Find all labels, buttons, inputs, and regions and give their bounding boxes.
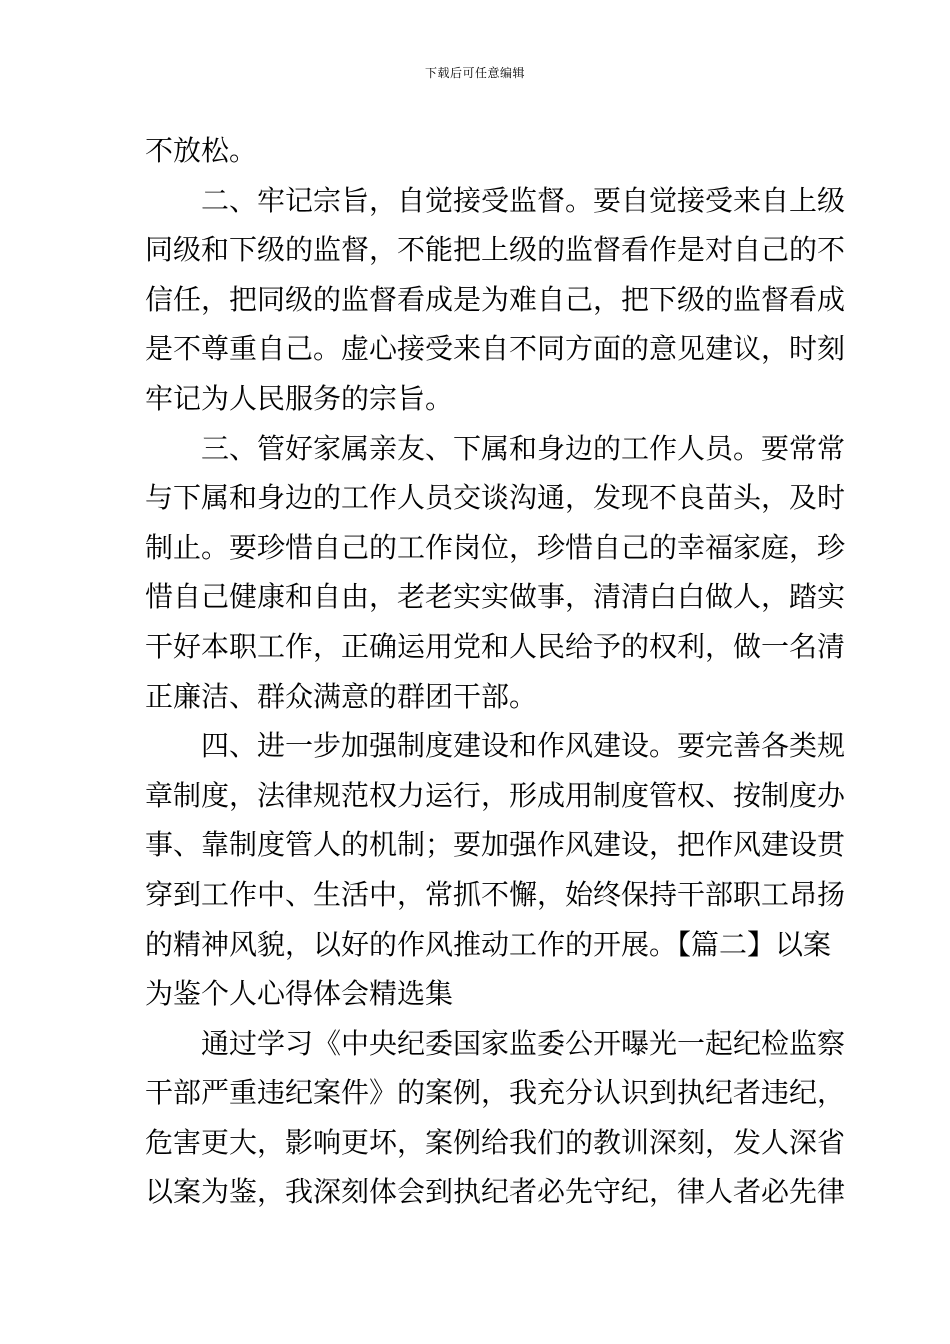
text-line: 是不尊重自己。虚心接受来自不同方面的意见建议，时刻 xyxy=(145,332,846,366)
text-line: 同级和下级的监督，不能把上级的监督看作是对自己的不 xyxy=(145,233,846,267)
text-line: 章制度，法律规范权力运行，形成用制度管权、按制度办 xyxy=(145,778,846,812)
text-line: 通过学习《中央纪委国家监委公开曝光一起纪检监察 xyxy=(201,1026,846,1060)
text-line: 四、进一步加强制度建设和作风建设。要完善各类规 xyxy=(201,729,846,763)
text-line: 与下属和身边的工作人员交谈沟通，发现不良苗头，及时 xyxy=(145,481,846,515)
text-line: 三、管好家属亲友、下属和身边的工作人员。要常常 xyxy=(201,431,846,465)
text-line: 危害更大，影响更坏，案例给我们的教训深刻，发人深省 xyxy=(145,1125,846,1159)
text-line: 牢记为人民服务的宗旨。 xyxy=(145,381,454,415)
text-line: 以案为鉴，我深刻体会到执纪者必先守纪，律人者必先律 xyxy=(145,1175,846,1209)
text-line: 为鉴个人心得体会精选集 xyxy=(145,977,454,1011)
text-line: 干部严重违纪案件》的案例，我充分认识到执纪者违纪， xyxy=(145,1076,846,1110)
text-line: 穿到工作中、生活中，常抓不懈，始终保持干部职工昂扬 xyxy=(145,877,846,911)
text-line: 正廉洁、群众满意的群团干部。 xyxy=(145,679,538,713)
text-line: 制止。要珍惜自己的工作岗位，珍惜自己的幸福家庭，珍 xyxy=(145,530,846,564)
text-line: 二、牢记宗旨，自觉接受监督。要自觉接受来自上级 xyxy=(201,183,846,217)
text-line: 的精神风貌，以好的作风推动工作的开展。【篇二】以案 xyxy=(145,927,832,961)
text-line: 干好本职工作，正确运用党和人民给予的权利，做一名清 xyxy=(145,629,846,663)
document-body xyxy=(145,126,846,1217)
text-line: 信任，把同级的监督看成是为难自己，把下级的监督看成 xyxy=(145,282,846,316)
text-line: 事、靠制度管人的机制；要加强作风建设，把作风建设贯 xyxy=(145,828,846,862)
text-line: 惜自己健康和自由，老老实实做事，清清白白做人，踏实 xyxy=(145,580,846,614)
page-header: 下载后可任意编辑 xyxy=(424,66,525,80)
text-line: 不放松。 xyxy=(145,134,258,167)
